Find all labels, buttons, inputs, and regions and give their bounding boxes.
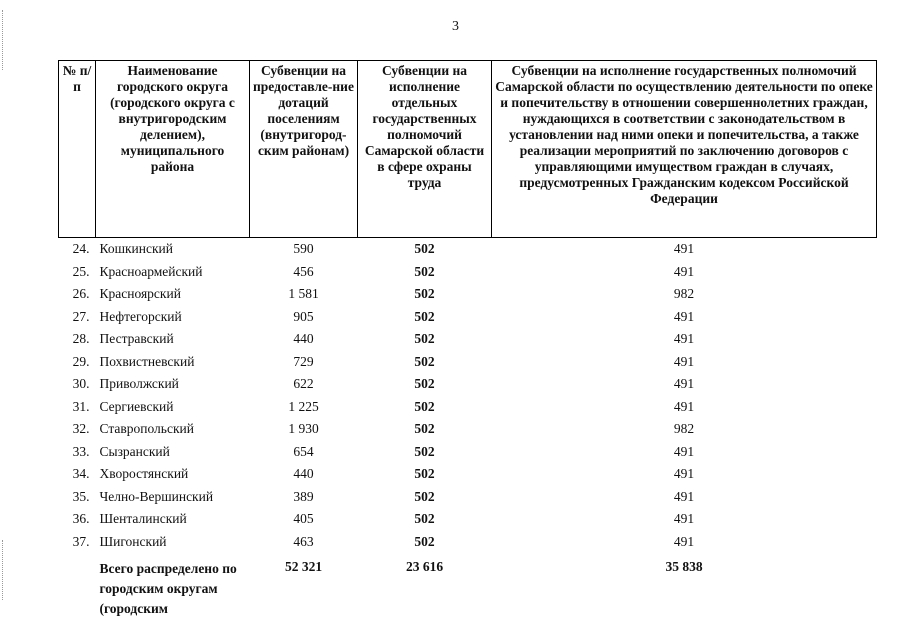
row-number: 36. xyxy=(72,511,90,527)
row-value-b: 502 xyxy=(414,533,435,549)
total-value-b: 23 616 xyxy=(405,559,444,574)
row-name: Кошкинский xyxy=(99,241,173,257)
row-number: 35. xyxy=(72,488,90,504)
row-number: 34. xyxy=(72,466,90,482)
total-row xyxy=(59,553,877,619)
scan-margin-mark xyxy=(2,10,7,70)
row-name: Шигонский xyxy=(99,533,167,549)
row-number: 24. xyxy=(72,241,90,257)
row-value-b: 502 xyxy=(414,421,435,437)
row-value-c: 491 xyxy=(673,308,695,324)
table-row xyxy=(59,396,877,419)
page-number: 3 xyxy=(452,19,459,34)
table-row xyxy=(59,306,877,329)
table-row xyxy=(59,351,877,374)
table-row xyxy=(59,418,877,441)
row-number: 29. xyxy=(72,353,90,369)
row-number: 32. xyxy=(72,421,90,437)
row-value-b: 502 xyxy=(414,353,435,369)
total-value-c: 35 838 xyxy=(665,559,703,574)
row-value-a: 590 xyxy=(293,241,314,257)
row-value-c: 491 xyxy=(673,533,695,549)
subventions-table xyxy=(58,60,877,619)
row-value-b: 502 xyxy=(414,511,435,527)
row-value-b: 502 xyxy=(414,241,435,257)
row-name: Шенталинский xyxy=(99,511,187,527)
row-name: Похвистневский xyxy=(99,353,195,369)
row-name: Приволжский xyxy=(99,376,179,392)
row-name: Хворостянский xyxy=(99,466,189,482)
total-number xyxy=(59,553,96,619)
row-value-c: 491 xyxy=(673,353,695,369)
row-value-a: 463 xyxy=(293,533,314,549)
table-row xyxy=(59,373,877,396)
row-value-a: 622 xyxy=(293,376,314,392)
row-value-b: 502 xyxy=(414,286,435,302)
row-value-a: 440 xyxy=(293,331,314,347)
row-value-b: 502 xyxy=(414,331,435,347)
row-number: 30. xyxy=(72,376,90,392)
header-col-a: Субвенции на предоставле-ние дотаций поселениям (внутригород-ским районам) xyxy=(250,61,358,238)
header-num: № п/п xyxy=(59,61,96,238)
row-name: Красноярский xyxy=(99,286,181,302)
table-row xyxy=(59,463,877,486)
total-label: Всего распределено по городским округам (городским xyxy=(99,561,237,616)
table-row xyxy=(59,531,877,554)
row-value-c: 491 xyxy=(673,398,695,414)
row-number: 27. xyxy=(72,308,90,324)
row-value-b: 502 xyxy=(414,488,435,504)
row-value-c: 491 xyxy=(673,331,695,347)
row-value-b: 502 xyxy=(414,443,435,459)
row-number: 26. xyxy=(72,286,90,302)
table-row xyxy=(59,441,877,464)
row-name: Челно-Вершинский xyxy=(99,488,214,504)
row-value-c: 491 xyxy=(673,511,695,527)
row-value-c: 491 xyxy=(673,488,695,504)
row-name: Сергиевский xyxy=(99,398,174,414)
row-name: Ставропольский xyxy=(99,421,194,437)
table-row xyxy=(59,261,877,284)
row-number: 25. xyxy=(72,263,90,279)
row-value-c: 491 xyxy=(673,376,695,392)
row-name: Сызранский xyxy=(99,443,170,459)
table-row xyxy=(59,283,877,306)
row-value-a: 654 xyxy=(293,443,314,459)
row-name: Пестравский xyxy=(99,331,174,347)
row-value-c: 982 xyxy=(673,286,695,302)
row-value-b: 502 xyxy=(414,398,435,414)
row-value-c: 491 xyxy=(673,263,695,279)
table-row xyxy=(59,486,877,509)
row-name: Нефтегорский xyxy=(99,308,182,324)
row-value-a: 1 225 xyxy=(288,398,319,414)
row-value-b: 502 xyxy=(414,376,435,392)
table-row xyxy=(59,508,877,531)
row-number: 28. xyxy=(72,331,90,347)
row-value-a: 729 xyxy=(293,353,314,369)
row-value-c: 491 xyxy=(673,241,695,257)
row-number: 33. xyxy=(72,443,90,459)
table-body xyxy=(59,238,877,620)
total-value-a: 52 321 xyxy=(284,559,323,574)
table-header-row xyxy=(59,61,877,238)
row-value-a: 1 581 xyxy=(288,286,319,302)
row-value-a: 1 930 xyxy=(288,421,319,437)
header-col-b: Субвенции на исполнение отдельных государственных полномочий Самарской области в сфере охраны труда xyxy=(358,61,492,238)
row-value-a: 456 xyxy=(293,263,314,279)
row-value-c: 491 xyxy=(673,466,695,482)
row-value-a: 905 xyxy=(293,308,314,324)
row-value-b: 502 xyxy=(414,263,435,279)
scan-margin-mark xyxy=(2,540,7,600)
header-name: Наименование городского округа (городского округа с внутригородским делением), муниципального района xyxy=(96,61,250,238)
table-row xyxy=(59,328,877,351)
table-row xyxy=(59,238,877,261)
row-value-a: 405 xyxy=(293,511,314,527)
row-value-c: 491 xyxy=(673,443,695,459)
row-value-b: 502 xyxy=(414,466,435,482)
row-value-a: 389 xyxy=(293,488,314,504)
row-value-b: 502 xyxy=(414,308,435,324)
row-name: Красноармейский xyxy=(99,263,203,279)
row-value-a: 440 xyxy=(293,466,314,482)
row-value-c: 982 xyxy=(673,421,695,437)
row-number: 37. xyxy=(72,533,90,549)
row-number: 31. xyxy=(72,398,90,414)
header-col-c: Субвенции на исполнение государственных полномочий Самарской области по осуществлению деятельности по опеке и попечительству в отношении совершеннолетних граждан, нуждающихся в соответствии с законодательством в установлении над ними опеки и попечительства, а также реализации мероприятий по заключению договоров с управляющими имуществом граждан в случаях, предусмотренных Гражданским кодексом Российской Федерации xyxy=(492,61,877,238)
